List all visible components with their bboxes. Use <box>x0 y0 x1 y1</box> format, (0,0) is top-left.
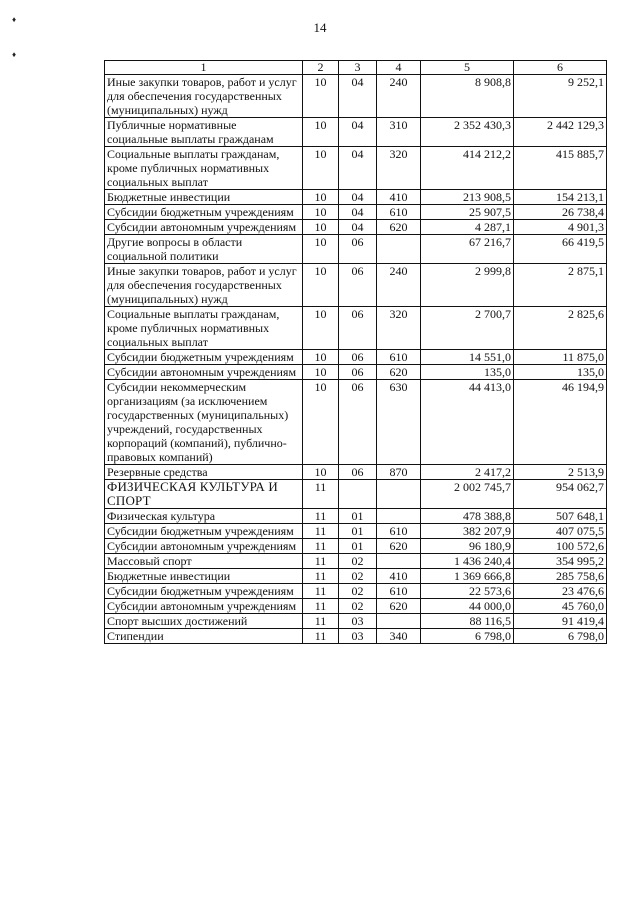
subsection-code: 04 <box>339 75 377 118</box>
amount-year-1: 44 000,0 <box>421 599 514 614</box>
amount-year-2: 4 901,3 <box>514 220 607 235</box>
subsection-code: 03 <box>339 629 377 644</box>
section-code: 10 <box>303 350 339 365</box>
amount-year-1: 96 180,9 <box>421 539 514 554</box>
section-code: 10 <box>303 380 339 465</box>
amount-year-1: 44 413,0 <box>421 380 514 465</box>
page-number: 14 <box>313 20 327 35</box>
row-name: Субсидии бюджетным учреждениям <box>105 205 303 220</box>
row-name: Субсидии автономным учреждениям <box>105 365 303 380</box>
table-row <box>105 465 607 480</box>
row-name: Публичные нормативные социальные выплаты гражданам <box>105 118 303 147</box>
amount-year-2: 507 648,1 <box>514 509 607 524</box>
table-row <box>105 75 607 118</box>
table-row <box>105 480 607 509</box>
amount-year-1: 2 700,7 <box>421 307 514 350</box>
amount-year-1: 88 116,5 <box>421 614 514 629</box>
section-code: 10 <box>303 190 339 205</box>
expense-type: 620 <box>377 539 421 554</box>
table-row <box>105 380 607 465</box>
row-name: ФИЗИЧЕСКАЯ КУЛЬТУРА И СПОРТ <box>105 480 303 509</box>
section-code: 10 <box>303 235 339 264</box>
amount-year-2: 2 442 129,3 <box>514 118 607 147</box>
row-name: Резервные средства <box>105 465 303 480</box>
section-code: 11 <box>303 554 339 569</box>
subsection-code: 03 <box>339 614 377 629</box>
header-cell: 6 <box>514 61 607 75</box>
subsection-code: 06 <box>339 380 377 465</box>
section-code: 10 <box>303 147 339 190</box>
amount-year-2: 285 758,6 <box>514 569 607 584</box>
subsection-code: 06 <box>339 307 377 350</box>
amount-year-2: 66 419,5 <box>514 235 607 264</box>
amount-year-2: 23 476,6 <box>514 584 607 599</box>
row-name: Бюджетные инвестиции <box>105 569 303 584</box>
table-row <box>105 205 607 220</box>
table-row <box>105 264 607 307</box>
amount-year-1: 1 436 240,4 <box>421 554 514 569</box>
table-row <box>105 584 607 599</box>
subsection-code: 02 <box>339 554 377 569</box>
expense-type: 410 <box>377 190 421 205</box>
expense-type: 410 <box>377 569 421 584</box>
amount-year-1: 8 908,8 <box>421 75 514 118</box>
expense-type: 610 <box>377 524 421 539</box>
amount-year-2: 2 825,6 <box>514 307 607 350</box>
table-row <box>105 190 607 205</box>
amount-year-2: 100 572,6 <box>514 539 607 554</box>
section-code: 10 <box>303 75 339 118</box>
subsection-code: 06 <box>339 365 377 380</box>
row-name: Стипендии <box>105 629 303 644</box>
amount-year-2: 407 075,5 <box>514 524 607 539</box>
table-row <box>105 524 607 539</box>
amount-year-2: 6 798,0 <box>514 629 607 644</box>
row-name: Другие вопросы в области социальной политики <box>105 235 303 264</box>
table-row <box>105 614 607 629</box>
subsection-code: 06 <box>339 235 377 264</box>
section-code: 11 <box>303 524 339 539</box>
row-name: Иные закупки товаров, работ и услуг для обеспечения государственных (муниципальных) нужд <box>105 75 303 118</box>
row-name: Субсидии некоммерческим организациям (за исключением государственных (муниципальных) учреждений, государственных корпораций (компаний), публично-правовых компаний) <box>105 380 303 465</box>
section-code: 11 <box>303 584 339 599</box>
section-code: 10 <box>303 465 339 480</box>
section-code: 10 <box>303 264 339 307</box>
amount-year-2: 2 875,1 <box>514 264 607 307</box>
subsection-code: 02 <box>339 584 377 599</box>
table-row <box>105 365 607 380</box>
section-code: 11 <box>303 599 339 614</box>
row-name: Субсидии бюджетным учреждениям <box>105 524 303 539</box>
section-code: 10 <box>303 205 339 220</box>
amount-year-1: 2 999,8 <box>421 264 514 307</box>
table-row <box>105 307 607 350</box>
expense-type: 310 <box>377 118 421 147</box>
amount-year-1: 22 573,6 <box>421 584 514 599</box>
amount-year-1: 213 908,5 <box>421 190 514 205</box>
expense-type: 320 <box>377 147 421 190</box>
row-name: Бюджетные инвестиции <box>105 190 303 205</box>
amount-year-1: 1 369 666,8 <box>421 569 514 584</box>
expense-type: 620 <box>377 599 421 614</box>
scan-mark: ♦ <box>12 15 17 24</box>
amount-year-2: 135,0 <box>514 365 607 380</box>
row-name: Социальные выплаты гражданам, кроме публичных нормативных социальных выплат <box>105 147 303 190</box>
row-name: Субсидии автономным учреждениям <box>105 539 303 554</box>
row-name: Физическая культура <box>105 509 303 524</box>
expense-type <box>377 614 421 629</box>
row-name: Спорт высших достижений <box>105 614 303 629</box>
amount-year-1: 2 352 430,3 <box>421 118 514 147</box>
table-row <box>105 220 607 235</box>
amount-year-1: 478 388,8 <box>421 509 514 524</box>
subsection-code: 01 <box>339 539 377 554</box>
amount-year-2: 154 213,1 <box>514 190 607 205</box>
subsection-code: 04 <box>339 220 377 235</box>
subsection-code: 04 <box>339 190 377 205</box>
section-code: 11 <box>303 629 339 644</box>
table-row <box>105 118 607 147</box>
subsection-code: 01 <box>339 524 377 539</box>
amount-year-2: 11 875,0 <box>514 350 607 365</box>
expense-type: 620 <box>377 220 421 235</box>
section-code: 11 <box>303 480 339 509</box>
expense-type: 610 <box>377 350 421 365</box>
amount-year-1: 25 907,5 <box>421 205 514 220</box>
amount-year-2: 954 062,7 <box>514 480 607 509</box>
subsection-code: 04 <box>339 205 377 220</box>
amount-year-2: 9 252,1 <box>514 75 607 118</box>
expense-type <box>377 509 421 524</box>
row-name: Социальные выплаты гражданам, кроме публичных нормативных социальных выплат <box>105 307 303 350</box>
table-row <box>105 554 607 569</box>
amount-year-1: 382 207,9 <box>421 524 514 539</box>
subsection-code <box>339 480 377 509</box>
header-cell: 5 <box>421 61 514 75</box>
row-name: Субсидии автономным учреждениям <box>105 220 303 235</box>
table-body <box>105 61 607 644</box>
row-name: Субсидии бюджетным учреждениям <box>105 350 303 365</box>
amount-year-2: 26 738,4 <box>514 205 607 220</box>
amount-year-1: 14 551,0 <box>421 350 514 365</box>
amount-year-1: 6 798,0 <box>421 629 514 644</box>
section-code: 11 <box>303 614 339 629</box>
header-cell: 4 <box>377 61 421 75</box>
subsection-code: 02 <box>339 599 377 614</box>
amount-year-2: 91 419,4 <box>514 614 607 629</box>
amount-year-1: 2 002 745,7 <box>421 480 514 509</box>
table-row <box>105 509 607 524</box>
subsection-code: 01 <box>339 509 377 524</box>
amount-year-2: 2 513,9 <box>514 465 607 480</box>
budget-table <box>104 60 607 644</box>
expense-type: 240 <box>377 264 421 307</box>
header-cell: 1 <box>105 61 303 75</box>
subsection-code: 04 <box>339 147 377 190</box>
row-name: Субсидии бюджетным учреждениям <box>105 584 303 599</box>
table-row <box>105 569 607 584</box>
amount-year-2: 45 760,0 <box>514 599 607 614</box>
table-row <box>105 235 607 264</box>
amount-year-1: 135,0 <box>421 365 514 380</box>
section-code: 10 <box>303 118 339 147</box>
section-code: 11 <box>303 569 339 584</box>
row-name: Иные закупки товаров, работ и услуг для обеспечения государственных (муниципальных) нужд <box>105 264 303 307</box>
expense-type: 870 <box>377 465 421 480</box>
subsection-code: 02 <box>339 569 377 584</box>
expense-type: 620 <box>377 365 421 380</box>
section-code: 10 <box>303 307 339 350</box>
subsection-code: 06 <box>339 264 377 307</box>
table-row <box>105 539 607 554</box>
row-name: Массовый спорт <box>105 554 303 569</box>
scan-mark: ♦ <box>12 50 17 59</box>
amount-year-1: 2 417,2 <box>421 465 514 480</box>
amount-year-2: 354 995,2 <box>514 554 607 569</box>
subsection-code: 06 <box>339 350 377 365</box>
subsection-code: 04 <box>339 118 377 147</box>
expense-type: 240 <box>377 75 421 118</box>
section-code: 10 <box>303 220 339 235</box>
expense-type <box>377 235 421 264</box>
header-row <box>105 61 607 75</box>
table-row <box>105 599 607 614</box>
expense-type: 610 <box>377 205 421 220</box>
expense-type: 630 <box>377 380 421 465</box>
header-cell: 2 <box>303 61 339 75</box>
amount-year-1: 67 216,7 <box>421 235 514 264</box>
section-code: 11 <box>303 539 339 554</box>
table-row <box>105 147 607 190</box>
header-cell: 3 <box>339 61 377 75</box>
amount-year-2: 46 194,9 <box>514 380 607 465</box>
amount-year-1: 414 212,2 <box>421 147 514 190</box>
table-row <box>105 350 607 365</box>
expense-type: 340 <box>377 629 421 644</box>
section-code: 10 <box>303 365 339 380</box>
row-name: Субсидии автономным учреждениям <box>105 599 303 614</box>
amount-year-2: 415 885,7 <box>514 147 607 190</box>
table-row <box>105 629 607 644</box>
expense-type: 610 <box>377 584 421 599</box>
section-code: 11 <box>303 509 339 524</box>
expense-type <box>377 480 421 509</box>
amount-year-1: 4 287,1 <box>421 220 514 235</box>
subsection-code: 06 <box>339 465 377 480</box>
expense-type: 320 <box>377 307 421 350</box>
expense-type <box>377 554 421 569</box>
